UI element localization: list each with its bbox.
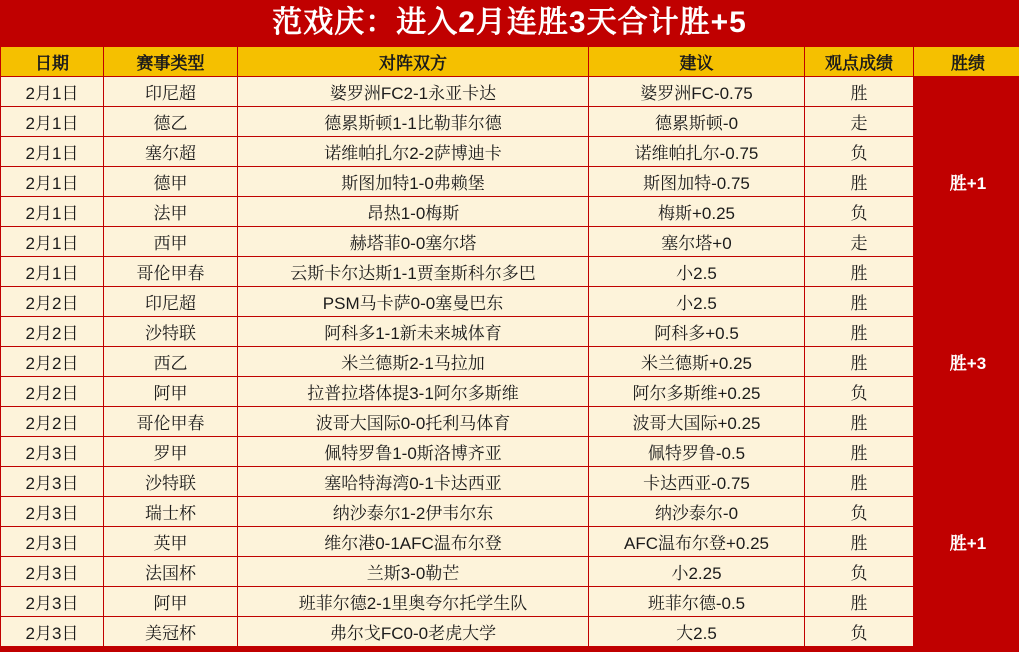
cell-league: 西乙 bbox=[104, 347, 238, 377]
table-row bbox=[1, 587, 1019, 617]
header-row bbox=[1, 47, 1019, 77]
cell-league: 英甲 bbox=[104, 527, 238, 557]
table-row bbox=[1, 437, 1019, 467]
table-row bbox=[1, 227, 1019, 257]
table-row bbox=[1, 617, 1019, 647]
table-row bbox=[1, 497, 1019, 527]
cell-league: 阿甲 bbox=[104, 377, 238, 407]
cell-match: 班菲尔德2-1里奥夸尔托学生队 bbox=[238, 587, 589, 617]
cell-match: 云斯卡尔达斯1-1贾奎斯科尔多巴 bbox=[238, 257, 589, 287]
table-row bbox=[1, 347, 1019, 377]
cell-advice: AFC温布尔登+0.25 bbox=[589, 527, 805, 557]
status-badge: 走 bbox=[805, 107, 914, 137]
cell-date: 2月1日 bbox=[1, 197, 104, 227]
cell-advice: 德累斯顿-0 bbox=[589, 107, 805, 137]
status-badge: 负 bbox=[805, 197, 914, 227]
table-row bbox=[1, 377, 1019, 407]
cell-match: 阿科多1-1新未来城体育 bbox=[238, 317, 589, 347]
table-row bbox=[1, 167, 1019, 197]
table-row bbox=[1, 317, 1019, 347]
column-header-match: 对阵双方 bbox=[238, 47, 589, 77]
cell-date: 2月2日 bbox=[1, 347, 104, 377]
cell-league: 阿甲 bbox=[104, 587, 238, 617]
table-row bbox=[1, 287, 1019, 317]
cell-league: 西甲 bbox=[104, 227, 238, 257]
cell-league: 德乙 bbox=[104, 107, 238, 137]
status-badge: 胜 bbox=[805, 347, 914, 377]
cell-match: 昂热1-0梅斯 bbox=[238, 197, 589, 227]
streak-total: 胜+1 bbox=[914, 437, 1019, 647]
cell-league: 沙特联 bbox=[104, 467, 238, 497]
status-badge: 胜 bbox=[805, 167, 914, 197]
cell-advice: 佩特罗鲁-0.5 bbox=[589, 437, 805, 467]
cell-date: 2月3日 bbox=[1, 587, 104, 617]
table-row bbox=[1, 467, 1019, 497]
status-badge: 胜 bbox=[805, 77, 914, 107]
column-header-streak: 胜绩 bbox=[914, 47, 1019, 77]
cell-advice: 米兰德斯+0.25 bbox=[589, 347, 805, 377]
table-body bbox=[1, 77, 1019, 647]
cell-match: 斯图加特1-0弗赖堡 bbox=[238, 167, 589, 197]
cell-match: 兰斯3-0勒芒 bbox=[238, 557, 589, 587]
cell-match: 诺维帕扎尔2-2萨博迪卡 bbox=[238, 137, 589, 167]
cell-date: 2月2日 bbox=[1, 287, 104, 317]
table-row bbox=[1, 197, 1019, 227]
cell-date: 2月3日 bbox=[1, 527, 104, 557]
table-row bbox=[1, 137, 1019, 167]
status-badge: 负 bbox=[805, 377, 914, 407]
cell-date: 2月1日 bbox=[1, 137, 104, 167]
table-row bbox=[1, 257, 1019, 287]
cell-league: 美冠杯 bbox=[104, 617, 238, 647]
records-table bbox=[0, 46, 1019, 647]
cell-date: 2月1日 bbox=[1, 77, 104, 107]
cell-advice: 阿科多+0.5 bbox=[589, 317, 805, 347]
column-header-league: 赛事类型 bbox=[104, 47, 238, 77]
cell-league: 德甲 bbox=[104, 167, 238, 197]
cell-date: 2月2日 bbox=[1, 317, 104, 347]
cell-date: 2月3日 bbox=[1, 557, 104, 587]
cell-date: 2月1日 bbox=[1, 257, 104, 287]
cell-match: 波哥大国际0-0托利马体育 bbox=[238, 407, 589, 437]
status-badge: 负 bbox=[805, 137, 914, 167]
cell-match: 德累斯顿1-1比勒菲尔德 bbox=[238, 107, 589, 137]
cell-advice: 小2.25 bbox=[589, 557, 805, 587]
cell-date: 2月1日 bbox=[1, 227, 104, 257]
status-badge: 胜 bbox=[805, 407, 914, 437]
column-header-date: 日期 bbox=[1, 47, 104, 77]
cell-advice: 小2.5 bbox=[589, 257, 805, 287]
cell-league: 印尼超 bbox=[104, 77, 238, 107]
cell-advice: 梅斯+0.25 bbox=[589, 197, 805, 227]
cell-advice: 塞尔塔+0 bbox=[589, 227, 805, 257]
table-row bbox=[1, 557, 1019, 587]
cell-date: 2月2日 bbox=[1, 377, 104, 407]
cell-match: 佩特罗鲁1-0斯洛博齐亚 bbox=[238, 437, 589, 467]
cell-advice: 大2.5 bbox=[589, 617, 805, 647]
cell-match: 纳沙泰尔1-2伊韦尔东 bbox=[238, 497, 589, 527]
cell-match: 赫塔菲0-0塞尔塔 bbox=[238, 227, 589, 257]
cell-league: 印尼超 bbox=[104, 287, 238, 317]
column-header-advice: 建议 bbox=[589, 47, 805, 77]
status-badge: 走 bbox=[805, 227, 914, 257]
cell-league: 哥伦甲春 bbox=[104, 257, 238, 287]
status-badge: 胜 bbox=[805, 437, 914, 467]
table-row bbox=[1, 527, 1019, 557]
status-badge: 负 bbox=[805, 557, 914, 587]
cell-league: 法甲 bbox=[104, 197, 238, 227]
cell-league: 法国杯 bbox=[104, 557, 238, 587]
cell-match: 塞哈特海湾0-1卡达西亚 bbox=[238, 467, 589, 497]
streak-total: 胜+1 bbox=[914, 77, 1019, 287]
status-badge: 胜 bbox=[805, 467, 914, 497]
cell-league: 瑞士杯 bbox=[104, 497, 238, 527]
cell-advice: 纳沙泰尔-0 bbox=[589, 497, 805, 527]
cell-date: 2月3日 bbox=[1, 617, 104, 647]
cell-advice: 诺维帕扎尔-0.75 bbox=[589, 137, 805, 167]
cell-match: 维尔港0-1AFC温布尔登 bbox=[238, 527, 589, 557]
cell-league: 塞尔超 bbox=[104, 137, 238, 167]
cell-advice: 斯图加特-0.75 bbox=[589, 167, 805, 197]
cell-league: 沙特联 bbox=[104, 317, 238, 347]
table-row bbox=[1, 107, 1019, 137]
streak-total: 胜+3 bbox=[914, 287, 1019, 437]
cell-match: 弗尔戈FC0-0老虎大学 bbox=[238, 617, 589, 647]
cell-league: 罗甲 bbox=[104, 437, 238, 467]
table-row bbox=[1, 77, 1019, 107]
cell-league: 哥伦甲春 bbox=[104, 407, 238, 437]
cell-advice: 阿尔多斯维+0.25 bbox=[589, 377, 805, 407]
cell-date: 2月3日 bbox=[1, 497, 104, 527]
status-badge: 负 bbox=[805, 497, 914, 527]
cell-advice: 小2.5 bbox=[589, 287, 805, 317]
cell-match: 米兰德斯2-1马拉加 bbox=[238, 347, 589, 377]
cell-advice: 婆罗洲FC-0.75 bbox=[589, 77, 805, 107]
table-row bbox=[1, 407, 1019, 437]
status-badge: 胜 bbox=[805, 587, 914, 617]
status-badge: 胜 bbox=[805, 287, 914, 317]
cell-advice: 班菲尔德-0.5 bbox=[589, 587, 805, 617]
page-title: 范戏庆：进入2月连胜3天合计胜+5 bbox=[272, 6, 747, 39]
cell-match: 拉普拉塔体提3-1阿尔多斯维 bbox=[238, 377, 589, 407]
column-header-result: 观点成绩 bbox=[805, 47, 914, 77]
status-badge: 负 bbox=[805, 617, 914, 647]
cell-advice: 波哥大国际+0.25 bbox=[589, 407, 805, 437]
cell-date: 2月3日 bbox=[1, 437, 104, 467]
cell-date: 2月2日 bbox=[1, 407, 104, 437]
status-badge: 胜 bbox=[805, 257, 914, 287]
table-header bbox=[1, 47, 1019, 77]
cell-date: 2月3日 bbox=[1, 467, 104, 497]
status-badge: 胜 bbox=[805, 527, 914, 557]
cell-advice: 卡达西亚-0.75 bbox=[589, 467, 805, 497]
cell-date: 2月1日 bbox=[1, 107, 104, 137]
cell-match: PSM马卡萨0-0塞曼巴东 bbox=[238, 287, 589, 317]
cell-date: 2月1日 bbox=[1, 167, 104, 197]
status-badge: 胜 bbox=[805, 317, 914, 347]
cell-match: 婆罗洲FC2-1永亚卡达 bbox=[238, 77, 589, 107]
